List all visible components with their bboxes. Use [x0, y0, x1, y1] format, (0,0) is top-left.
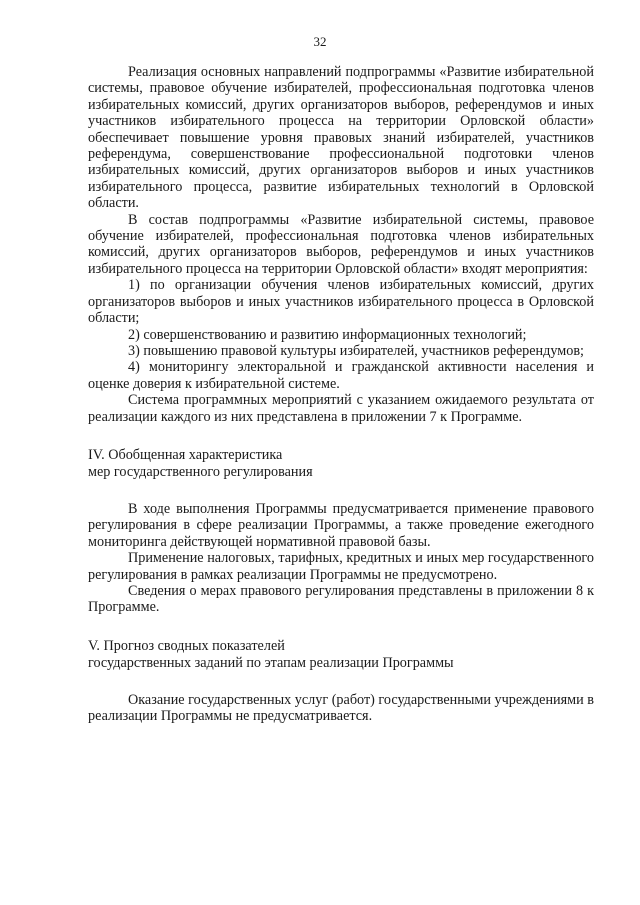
paragraph: В ходе выполнения Программы предусматривается применение правового регулирования в сфере реализации Программы, а также проведение ежегодного мониторинга действующей нормативной правовой базы.	[88, 500, 594, 550]
paragraph: Реализация основных направлений подпрограммы «Развитие избирательной системы, правовое обучение избирателей, профессиональная подготовка членов избирательных комиссий, других организаторов выборов, референдумов и иных участников избирательного процесса на территории Орловской области» обеспечивает повышение уровня правовых знаний избирателей, участников референдума, совершенствование профессиональной подготовки членов избирательных комиссий, других организаторов выборов и иных участников избирательного процесса, развитие избирательных технологий в Орловской области.	[88, 64, 594, 212]
paragraph: Система программных мероприятий с указанием ожидаемого результата от реализации каждого из них представлена в приложении 7 к Программе.	[88, 392, 594, 425]
document-body	[88, 64, 594, 725]
list-item: 2) совершенствованию и развитию информационных технологий;	[128, 326, 527, 343]
section-4-heading	[88, 447, 594, 481]
section-title-line: мер государственного регулирования	[88, 463, 313, 480]
paragraph: Применение налоговых, тарифных, кредитных и иных мер государственного регулирования в рамках реализации Программы не предусмотрено.	[88, 550, 594, 583]
page-number: 32	[313, 34, 327, 49]
paragraph: Сведения о мерах правового регулирования представлены в приложении 8 к Программе.	[88, 582, 594, 616]
list-item: 1) по организации обучения членов избирательных комиссий, других организаторов выборов и иных участников избирательного процесса в Орловской области;	[88, 277, 594, 327]
list-item: 4) мониторингу электоральной и гражданской активности населения и оценке доверия к избирательной системе.	[88, 359, 594, 392]
section-title-line: V. Прогноз сводных показателей	[88, 637, 285, 654]
paragraph: В состав подпрограммы «Развитие избирательной системы, правовое обучение избирателей, профессиональная подготовка членов избирательных комиссий, других организаторов выборов, референдумов и иных участников избирательного процесса на территории Орловской области» входят мероприятия:	[88, 211, 594, 277]
list-item: 3) повышению правовой культуры избирателей, участников референдумов;	[128, 342, 584, 359]
paragraph: Оказание государственных услуг (работ) государственными учреждениями в реализации Программы не предусматривается.	[88, 691, 594, 725]
section-title-line: IV. Обобщенная характеристика	[88, 446, 283, 463]
section-5-heading	[88, 638, 594, 672]
section-title-line: государственных заданий по этапам реализации Программы	[88, 654, 454, 671]
